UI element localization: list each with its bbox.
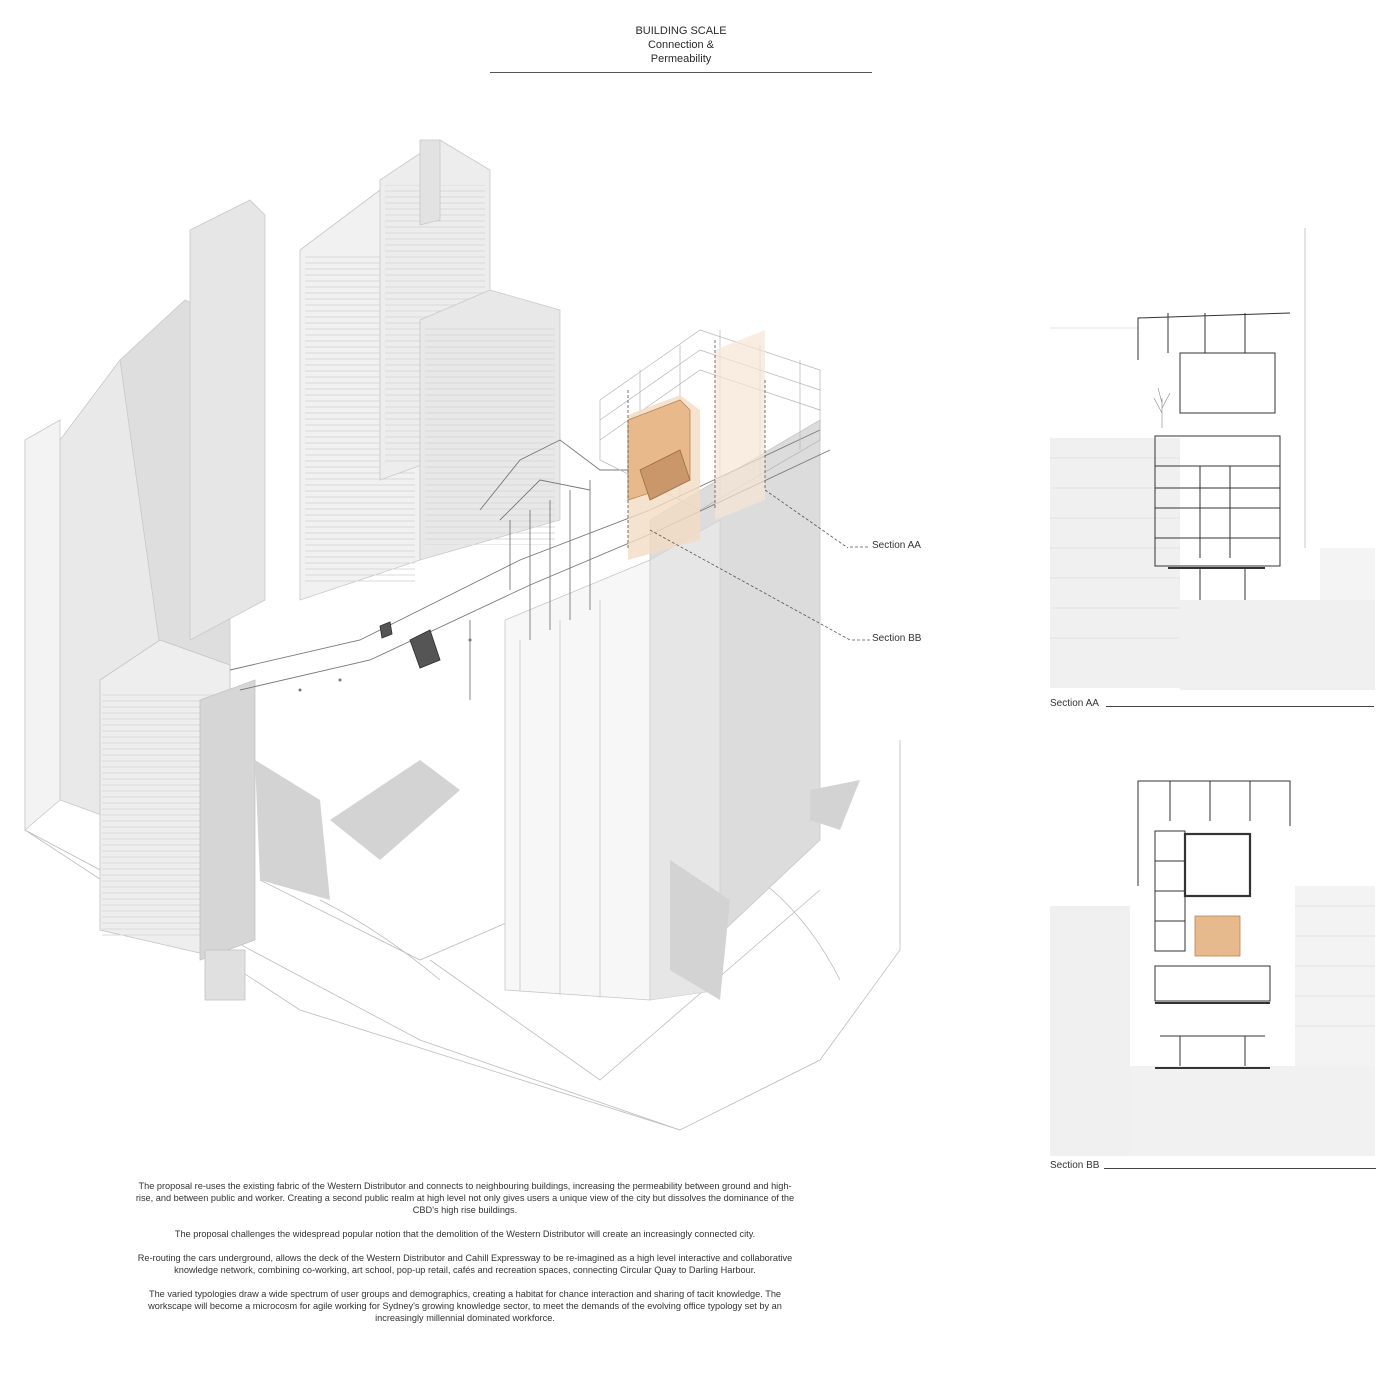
lower-left-tower — [100, 640, 255, 1000]
section-bb-rule — [1104, 1168, 1376, 1169]
section-aa-drawing — [1050, 228, 1380, 693]
description-text — [130, 1180, 800, 1336]
section-aa-tree — [1154, 388, 1170, 428]
section-bb-callout: Section BB — [872, 633, 922, 644]
ground-details — [299, 639, 472, 692]
paragraph-3: Re-routing the cars underground, allows the deck of the Western Distributor and Cahill Expressway to be re-imagined as a high level interactive and collaborative knowledge network, combining co-working, art school, pop-up retail, cafés and recreation spaces, connecting Circular Quay to Darling Harbour. — [137, 1253, 793, 1275]
paragraph-2: The proposal challenges the widespread popular notion that the demolition of the Western Distributor will create an increasingly connected city. — [174, 1229, 756, 1239]
section-aa-rule — [1106, 706, 1374, 707]
section-aa-caption: Section AA — [1050, 698, 1099, 709]
central-towers — [300, 140, 560, 600]
page-subtitle-line1: Connection & — [647, 39, 715, 51]
paragraph-4: The varied typologies draw a wide spectrum of user groups and demographics, creating a habitat for chance interaction and sharing of tacit knowledge. The workscape will become a microcosm for agile working for Sydney's growing knowledge sector, to meet the demands of the evolving office typology set by an increasingly millennial dominated workforce. — [148, 1289, 782, 1323]
page-title: BUILDING SCALE — [635, 25, 727, 37]
section-bb-caption: Section BB — [1050, 1160, 1100, 1171]
section-bb-drawing — [1050, 776, 1380, 1158]
stair-elements — [380, 622, 440, 668]
section-aa-callout: Section AA — [872, 540, 921, 551]
paragraph-1: The proposal re-uses the existing fabric of the Western Distributor and connects to neighbouring buildings, increasing the permeability between ground and high-rise, and between public and worker. Creating a second public realm at high level not only gives users a unique view of the city but dissolves the dominance of the CBD's high rise buildings. — [135, 1181, 795, 1215]
page-subtitle-line2: Permeability — [650, 53, 712, 65]
